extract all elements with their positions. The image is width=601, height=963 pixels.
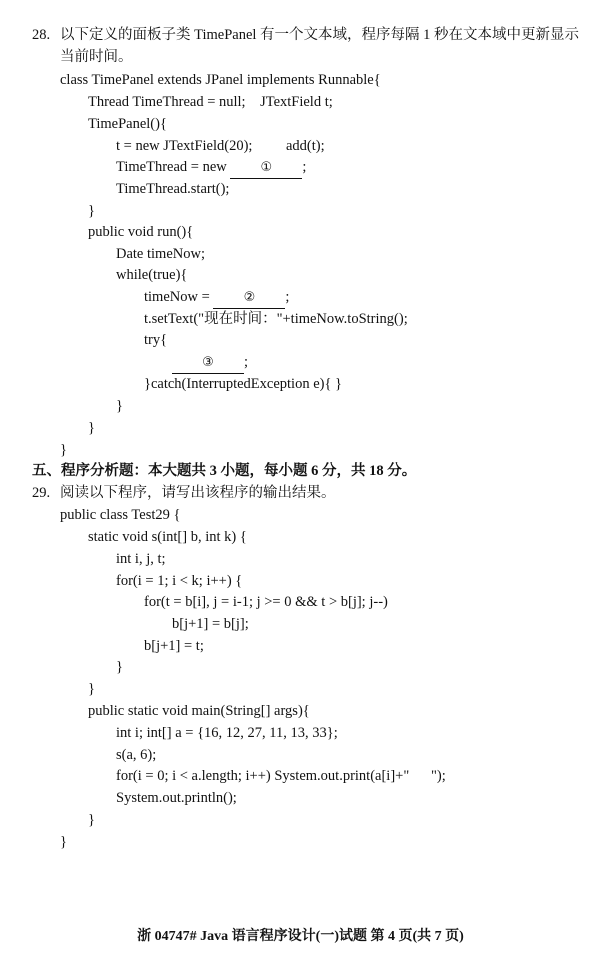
code-line: static void s(int[] b, int k) {	[88, 529, 247, 545]
code-line-blank-2: timeNow = ② ;	[144, 287, 289, 309]
q28-stem-line2: 当前时间。	[60, 49, 133, 65]
code-line: TimeThread.start();	[116, 181, 230, 197]
code-line: int i, j, t;	[116, 551, 166, 567]
code-line: while(true){	[116, 267, 188, 283]
code-line: }catch(InterruptedException e){ }	[144, 376, 343, 392]
code-line: class TimePanel extends JPanel implements Runnable{	[60, 72, 381, 88]
code-line: t = new JTextField(20);	[116, 138, 253, 154]
code-line: TimePanel(){	[88, 116, 167, 132]
code-line: try{	[144, 332, 168, 348]
code-line: b[j+1] = t;	[144, 638, 204, 654]
code-line: System.out.println();	[116, 790, 237, 806]
fill-blank-3: ③	[172, 353, 244, 374]
code-line: for(i = 0; i < a.length; i++) System.out.print(a[i]+" ");	[116, 768, 446, 784]
code-line: }	[88, 203, 95, 219]
code-line: public static void main(String[] args){	[88, 703, 310, 719]
code-line: int i; int[] a = {16, 12, 27, 11, 13, 33};	[116, 725, 338, 741]
code-line: public class Test29 {	[60, 507, 181, 523]
code-line: public void run(){	[88, 224, 194, 240]
code-line: for(i = 1; i < k; i++) {	[116, 573, 243, 589]
fill-blank-2: ②	[213, 288, 285, 309]
fill-blank-1: ①	[230, 158, 302, 179]
code-line: s(a, 6);	[116, 747, 157, 763]
q28-number: 28.	[32, 27, 51, 43]
code-line: Date timeNow;	[116, 246, 205, 262]
code-line: add(t);	[286, 138, 325, 154]
q29-number: 29.	[32, 485, 51, 501]
code-line-blank-1: TimeThread = new ① ;	[116, 157, 306, 179]
code-line: }	[60, 442, 67, 458]
section-heading: 五、程序分析题：本大题共 3 小题，每小题 6 分，共 18 分。	[32, 463, 417, 479]
code-line: }	[60, 834, 67, 850]
code-line: }	[88, 420, 95, 436]
code-line: }	[116, 398, 123, 414]
code-line: Thread TimeThread = null; JTextField t;	[88, 94, 333, 110]
code-line: t.setText("现在时间："+timeNow.toString();	[144, 311, 408, 327]
q29-stem: 阅读以下程序，请写出该程序的输出结果。	[60, 485, 336, 501]
q28-stem-line1: 以下定义的面板子类 TimePanel 有一个文本域，程序每隔 1 秒在文本域中更新显示	[60, 27, 580, 43]
code-line: b[j+1] = b[j];	[172, 616, 249, 632]
code-line: }	[88, 812, 95, 828]
code-line: }	[116, 659, 123, 675]
page-footer: 浙 04747# Java 语言程序设计(一)试题 第 4 页(共 7 页)	[137, 929, 464, 944]
code-line-blank-3: ③ ;	[172, 352, 248, 374]
code-line: for(t = b[i], j = i-1; j >= 0 && t > b[j]; j--)	[144, 594, 388, 610]
code-line: }	[88, 681, 95, 697]
